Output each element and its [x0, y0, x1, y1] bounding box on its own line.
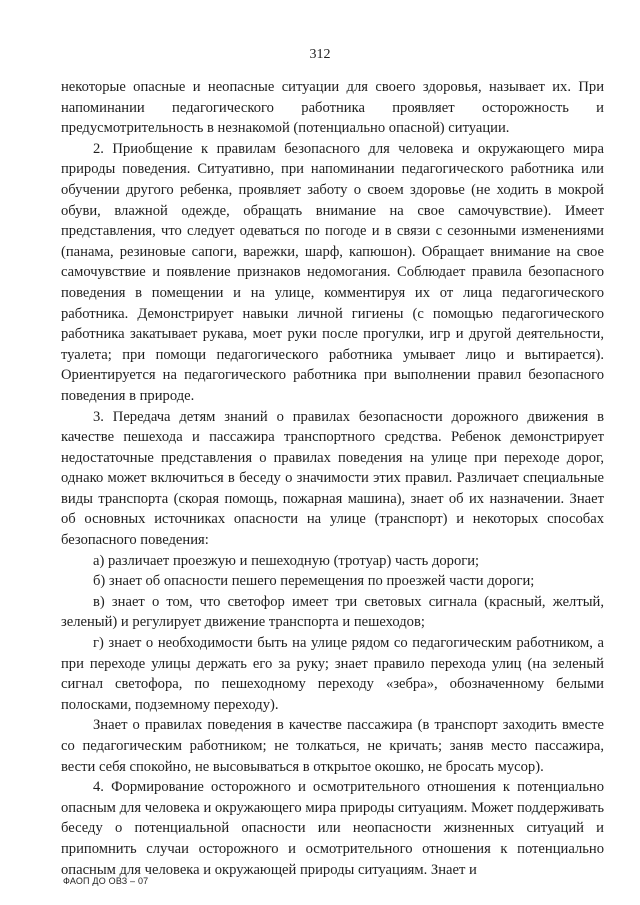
paragraph-section-3: 3. Передача детям знаний о правилах безопасности дорожного движения в качестве пешехода и пассажира транспортного средства. Ребенок демонстрирует недостаточные представления о правилах поведения на улице при переходе дорог, однако может включиться в беседу о значимости этих правил. Различает специальные виды транспорта (скорая помощь, пожарная машина), знает об их назначении. Знает об основных источниках опасности на улице (транспорт) и некоторых способах безопасного поведения:: [61, 408, 604, 549]
list-item-v: в) знает о том, что светофор имеет три световых сигнала (красный, желтый, зеленый) и регулирует движение транспорта и пешеходов;: [61, 593, 604, 631]
document-footer-code: ФАОП ДО ОВЗ – 07: [63, 876, 149, 886]
paragraph-passenger-rules: Знает о правилах поведения в качестве пассажира (в транспорт заходить вместе со педагогическим работником; не толкаться, не кричать; заняв место пассажира, вести себя спокойно, не высовываться в открытое окошко, не бросать мусор).: [61, 717, 604, 775]
list-item-g: г) знает о необходимости быть на улице рядом со педагогическим работником, а при переходе улицы держать его за руку; знает правило перехода улиц (на зеленый сигнал светофора, по пешеходному переходу «зебра», обозначенному белыми полосками, подземному переходу).: [61, 635, 604, 713]
list-item-a: а) различает проезжую и пешеходную (тротуар) часть дороги;: [93, 552, 480, 569]
list-item-b: б) знает об опасности пешего перемещения по проезжей части дороги;: [93, 573, 535, 590]
page-number: 312: [309, 47, 331, 62]
paragraph-section-2: 2. Приобщение к правилам безопасного для человека и окружающего мира природы поведения. Ситуативно, при напоминании педагогического работника или обучении другого ребенка, проявляет заботу о своем здоровье (не ходить в мокрой обуви, влажной одежде, обращать внимание на свое самочувствие). Имеет представления, что следует одеваться по погоде и в связи с сезонными изменениями (панама, резиновые сапоги, варежки, шарф, капюшон). Обращает внимание на свое самочувствие и появление признаков недомогания. Соблюдает правила безопасного поведения в помещении и на улице, комментируя их от лица педагогического работника. Демонстрирует навыки личной гигиены (с помощью педагогического работника закатывает рукава, моет руки после прогулки, игр и другой деятельности, туалета; при помощи педагогического работника умывает лицо и вытирается). Ориентируется на педагогического работника при выполнении правил безопасного поведения в природе.: [61, 140, 604, 404]
paragraph-continuation: некоторые опасные и неопасные ситуации для своего здоровья, называет их. При напоминании педагогического работника проявляет осторожность и предусмотрительность в незнакомой (потенциально опасной) ситуации.: [61, 79, 604, 137]
paragraph-section-4: 4. Формирование осторожного и осмотрительного отношения к потенциально опасным для человека и окружающего мира природы ситуациям. Может поддерживать беседу о потенциальной опасности или неопасности жизненных ситуаций и припомнить случаи осторожного и осмотрительного отношения к потенциально опасным для человека и окружающей природы ситуациям. Знает и: [61, 779, 604, 878]
body-text: [61, 77, 604, 880]
